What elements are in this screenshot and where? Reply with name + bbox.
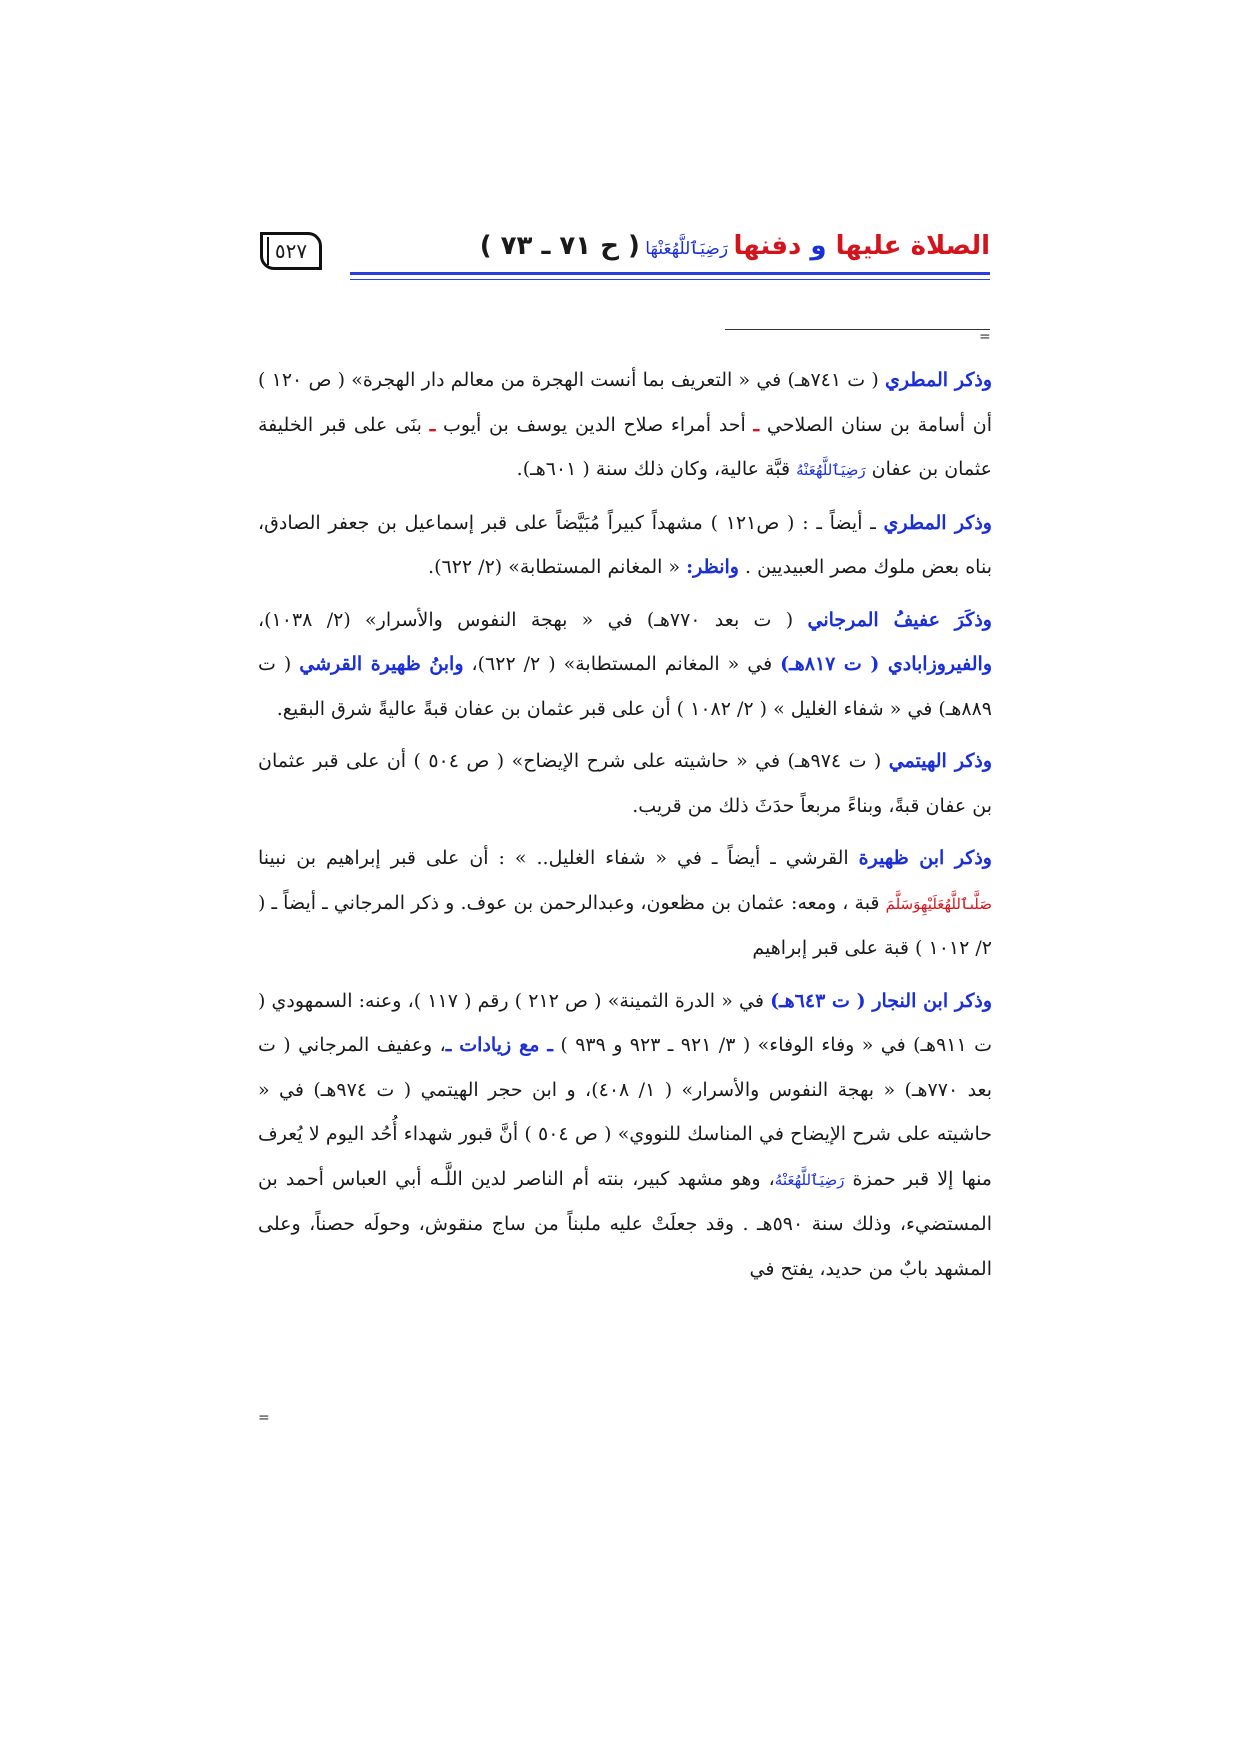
keyword: وذكر المطري [885, 369, 992, 391]
text-span: قبة ، ومعه: عثمان بن مظعون، وعبدالرحمن بن عوف. و ذكر المرجاني ـ أيضاً ـ ( ٢/ ١٠١٢ ) قبة على قبر إبراهيم [258, 891, 992, 959]
text-span: ، وعفيف المرجاني ( ت بعد ٧٧٠هـ) « بهجة النفوس والأسرار» ( ١/ ٤٠٨)، و ابن حجر الهيتمي ( ت ٩٧٤هـ) في « حاشيته على شرح الإيضاح في المناسك للنووي» ( ص ٥٠٤ ) أنَّ قبور شهداء أُحُد اليوم لا يُعرف منها إلا قبر حمزة [258, 1034, 993, 1190]
paragraph-6 [258, 979, 992, 1292]
header-hadith-range: ( ح ٧١ ـ ٧٣ ) [479, 231, 640, 261]
honorific: صَلَّىٱللَّهُعَلَيْهِوَسَلَّمَ [885, 894, 992, 913]
footnote-text [258, 358, 992, 1291]
paragraph-1 [258, 358, 992, 493]
text-span: ( ت ٨٨٩هـ) في « شفاء الغليل » ( ٢/ ١٠٨٢ ) أن على قبر عثمان بن عفان قبةً عاليةً شرق البقيع. [258, 653, 992, 720]
page-number-box [260, 232, 322, 270]
keyword: وذكر الهيتمي [888, 750, 992, 772]
text-span: في « المغانم المستطابة» ( ٢/ ٦٢٢)، [463, 653, 781, 675]
text-span: أحد أمراء صلاح الدين يوسف بن أيوب [435, 413, 754, 436]
keyword: وذكَرَ عفيفُ المرجاني [807, 608, 992, 631]
text-span: ( ت بعد ٧٧٠هـ) في « بهجة النفوس والأسرار» (٢/ ١٠٣٨)، [258, 608, 808, 631]
keyword: وذكر ابن ظهيرة [858, 847, 992, 869]
text-span: ـ أيضاً ـ : ( ص١٢١ ) مشهداً كبيراً مُبَيَّضاً على قبر إسماعيل بن جعفر الصادق، بناه بعض ملوك مصر العبيديين . [258, 511, 992, 578]
header-title-conjunction: و [801, 231, 836, 261]
honorific: رَضِيَٱللَّهُعَنْهُ [774, 1170, 845, 1189]
text-span: بنَى على قبر الخليفة عثمان بن عفان [258, 413, 992, 480]
text-span: قبَّة عالية، وكان ذلك سنة ( ٦٠١هـ). [516, 458, 797, 480]
paragraph-2 [258, 501, 992, 590]
text-span: القرشي ـ أيضاً ـ في « شفاء الغليل.. » : أن على قبر إبراهيم بن نبينا [258, 847, 859, 869]
keyword: ـ مع زيادات ـ [445, 1034, 553, 1056]
text-span: « المغانم المستطابة» (٢/ ٦٢٢). [428, 556, 687, 578]
text-span: ، وهو مشهد كبير، بنته أم الناصر لدين اللَّـه أبي العباس أحمد بن المستضيء، وذلك سنة ٥٩٠هـ . وقد جعلَتْ عليه ملبناً من ساج منقوش، وحولَه حصناً، وعلى المشهد بابٌ من حديد، يفتح في [258, 1167, 992, 1280]
keyword: والفيروزابادي ( ت ٨١٧هـ) [780, 653, 992, 675]
paragraph-4 [258, 739, 992, 828]
text-span: في « الدرة الثمينة» ( ص ٢١٢ ) رقم ( ١١٧ )، وعنه: السمهودي ( ت ٩١١هـ) في « وفاء الوفاء» ( ٣/ ٩٢١ ـ ٩٢٣ و ٩٣٩ ) [258, 989, 992, 1056]
header-title-part2: دفنها [733, 231, 802, 261]
header-rule-thick [350, 272, 990, 275]
header-honorific: رَضِيَٱللَّهُعَنْهَا [639, 239, 734, 259]
text-span: ( ت ٩٧٤هـ) في « حاشيته على شرح الإيضاح» ( ص ٥٠٤ ) أن على قبر عثمان بن عفان قبةً، وبناءً مربعاً حدَثَ ذلك من قريب. [258, 750, 992, 817]
keyword: وانظر: [686, 556, 739, 578]
red-dash: ـ [753, 413, 760, 436]
paragraph-5 [258, 836, 992, 971]
red-dash: ـ [429, 413, 436, 436]
running-header [260, 228, 990, 284]
paragraph-3 [258, 598, 992, 732]
header-title [480, 228, 990, 267]
header-rule-thin [350, 279, 990, 280]
honorific: رَضِيَٱللَّهُعَنْهُ [796, 461, 866, 479]
footnote-separator [725, 329, 990, 330]
page-number: ٥٢٧ [274, 239, 308, 263]
footnote-continuation-mark-top: = [979, 329, 991, 345]
footnote-continuation-mark-bottom: = [258, 1410, 270, 1426]
keyword: وذكر ابن النجار ( ت ٦٤٣هـ) [770, 989, 992, 1012]
keyword: وذكر المطري [883, 511, 992, 534]
keyword: وابنُ ظهيرة القرشي [299, 653, 464, 675]
text-span: ( ت ٧٤١هـ) في « التعريف بما أنست الهجرة من معالم دار الهجرة» ( ص ١٢٠ ) أن أسامة بن سنان الصلاحي [258, 369, 992, 436]
header-title-part1: الصلاة عليها [835, 231, 990, 261]
